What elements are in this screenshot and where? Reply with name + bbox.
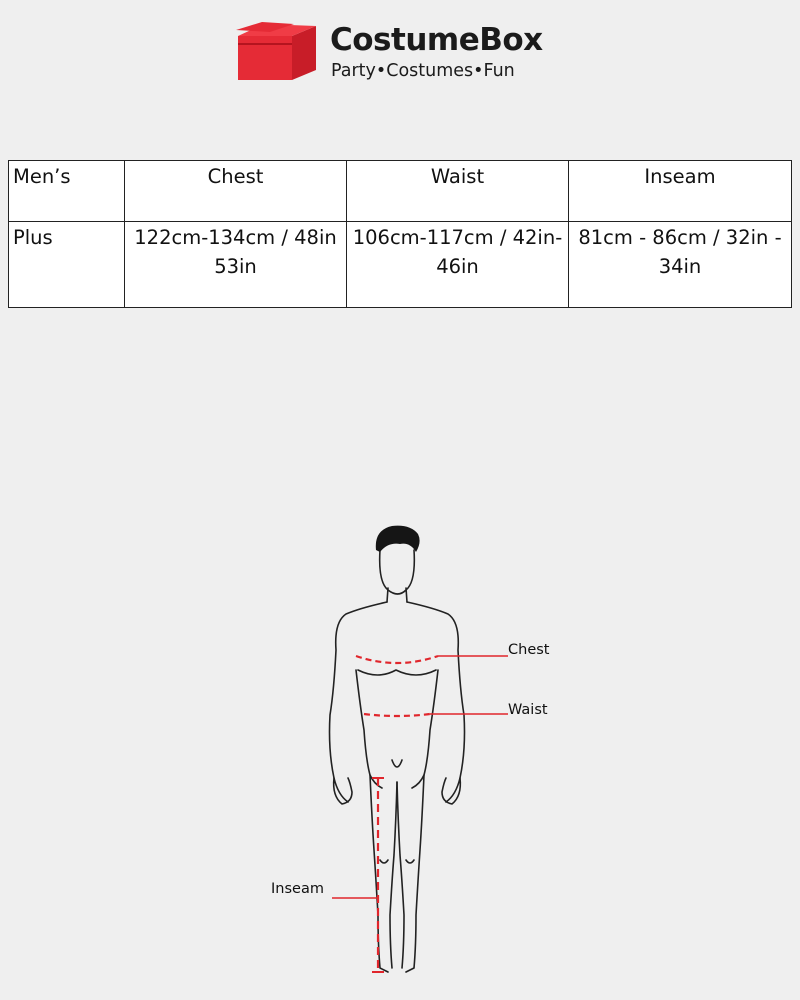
header-waist: Waist [347, 161, 569, 222]
cell-size: Plus [9, 222, 125, 308]
cell-waist: 106cm-117cm / 42in- 46in [347, 222, 569, 308]
cell-inseam: 81cm - 86cm / 32in - 34in [569, 222, 792, 308]
brand-tagline: Party•Costumes•Fun [331, 61, 515, 81]
size-chart-table [8, 160, 792, 308]
header-chest: Chest [125, 161, 347, 222]
table-header-row [9, 161, 792, 222]
cell-chest: 122cm-134cm / 48in 53in [125, 222, 347, 308]
header-inseam: Inseam [569, 161, 792, 222]
header-mens: Men’s [9, 161, 125, 222]
box-logo-icon [234, 22, 320, 82]
costumebox-logo [234, 20, 544, 84]
inseam-label: Inseam [271, 881, 324, 897]
table-row [9, 222, 792, 308]
waist-label: Waist [508, 702, 548, 718]
human-figure-icon [260, 520, 560, 980]
chest-label: Chest [508, 642, 550, 658]
body-measurement-diagram [260, 520, 560, 980]
brand-name: CostumeBox [330, 22, 543, 58]
